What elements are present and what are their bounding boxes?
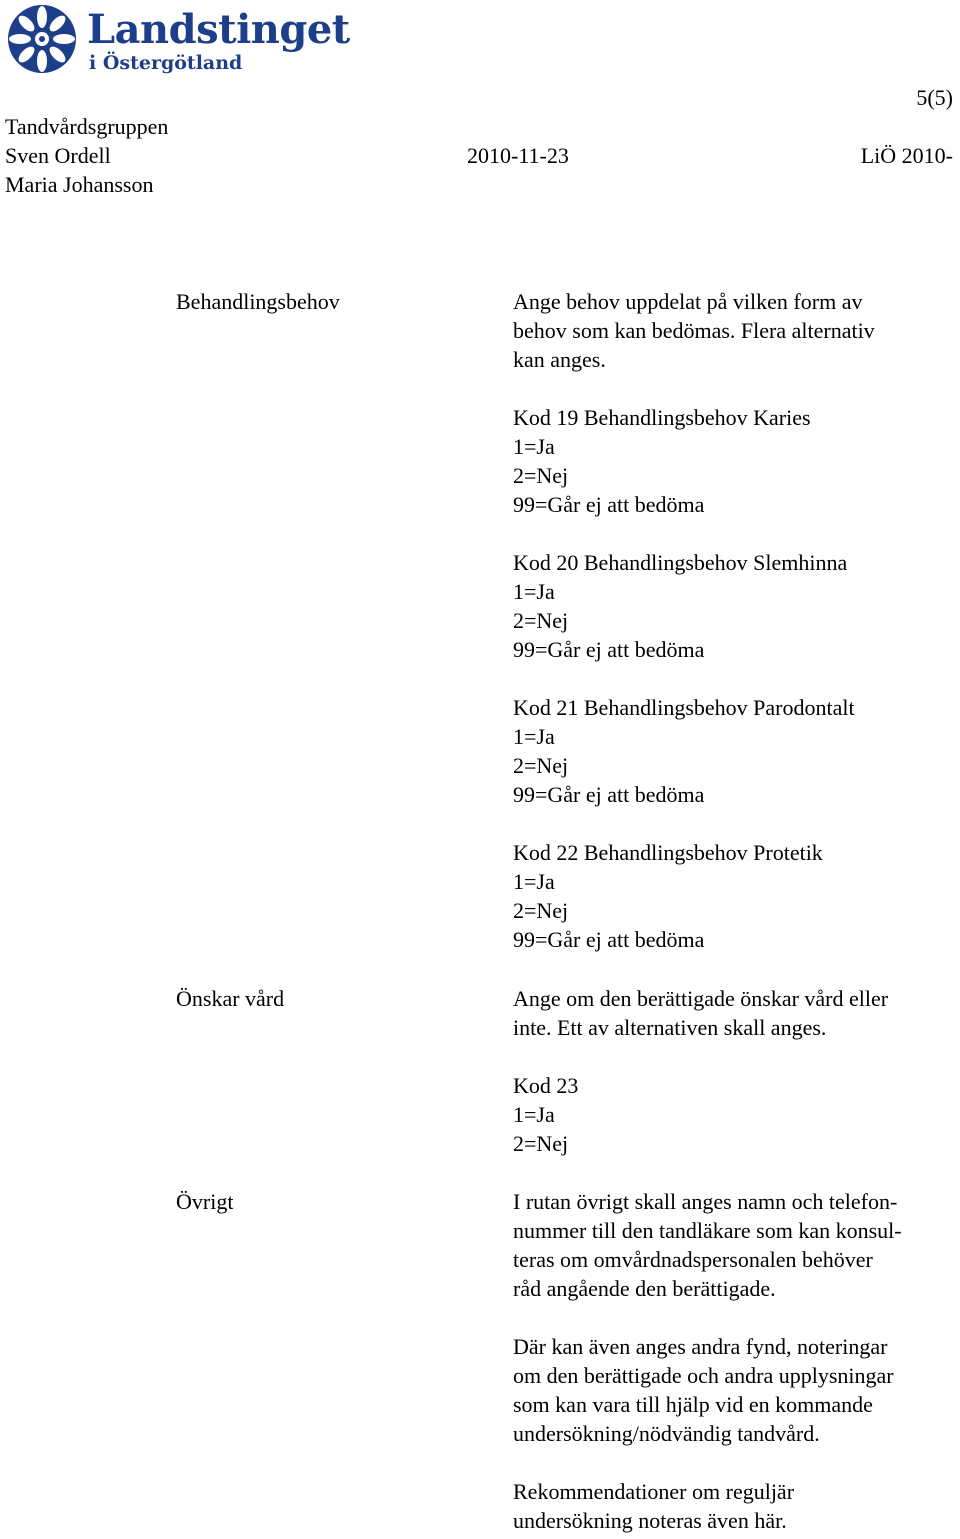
paragraph-line: Rekommendationer om reguljär <box>513 1479 795 1504</box>
code-option: 99=Går ej att bedöma <box>513 492 705 517</box>
code-option: 1=Ja <box>513 579 555 604</box>
paragraph-line: teras om omvårdnadspersonalen behöver <box>513 1247 873 1272</box>
paragraph-line: undersökning noteras även här. <box>513 1508 787 1533</box>
code-option: 1=Ja <box>513 434 555 459</box>
section-ovrigt <box>513 1187 953 1535</box>
intro-line: kan anges. <box>513 347 606 372</box>
section-behandlingsbehov <box>513 287 953 954</box>
code-title: Kod 20 Behandlingsbehov Slemhinna <box>513 550 848 575</box>
section-label-onskar-vard: Önskar vård <box>176 986 285 1011</box>
landstinget-logo <box>5 2 350 82</box>
code-option: 2=Nej <box>513 753 569 778</box>
intro-line: inte. Ett av alternativen skall anges. <box>513 1015 827 1040</box>
paragraph-line: råd angående den berättigade. <box>513 1276 776 1301</box>
code-option: 2=Nej <box>513 608 569 633</box>
paragraph-line: om den berättigade och andra upplysningar <box>513 1363 894 1388</box>
intro-line: behov som kan bedömas. Flera alternativ <box>513 318 875 343</box>
paragraph-line: I rutan övrigt skall anges namn och telefon- <box>513 1189 898 1214</box>
document-date: 2010-11-23 <box>467 143 569 168</box>
paragraph-line: som kan vara till hjälp vid en kommande <box>513 1392 873 1417</box>
code-option: 2=Nej <box>513 463 569 488</box>
code-option: 99=Går ej att bedöma <box>513 637 705 662</box>
flower-emblem-icon <box>5 2 79 76</box>
code-option: 1=Ja <box>513 724 555 749</box>
code-option: 2=Nej <box>513 1131 569 1156</box>
author-name-2: Maria Johansson <box>5 172 154 197</box>
code-option: 1=Ja <box>513 869 555 894</box>
code-title: Kod 21 Behandlingsbehov Parodontalt <box>513 695 855 720</box>
logo-name: Landstinget <box>87 6 350 53</box>
paragraph-line: Där kan även anges andra fynd, noteringar <box>513 1334 888 1359</box>
page-number: 5(5) <box>916 85 953 110</box>
section-label-ovrigt: Övrigt <box>176 1189 234 1214</box>
logo-region: i Östergötland <box>89 52 243 74</box>
paragraph-line: nummer till den tandläkare som kan konsul- <box>513 1218 902 1243</box>
paragraph-line: undersökning/nödvändig tandvård. <box>513 1421 820 1446</box>
intro-line: Ange behov uppdelat på vilken form av <box>513 289 863 314</box>
code-option: 1=Ja <box>513 1102 555 1127</box>
author-name: Sven Ordell <box>5 143 111 168</box>
section-onskar-vard <box>513 984 953 1158</box>
code-option: 99=Går ej att bedöma <box>513 927 705 952</box>
code-option: 2=Nej <box>513 898 569 923</box>
intro-line: Ange om den berättigade önskar vård eller <box>513 986 889 1011</box>
section-label-behandlingsbehov: Behandlingsbehov <box>176 289 340 314</box>
code-title: Kod 19 Behandlingsbehov Karies <box>513 405 811 430</box>
document-reference: LiÖ 2010- <box>860 143 953 168</box>
code-title: Kod 22 Behandlingsbehov Protetik <box>513 840 823 865</box>
code-option: 99=Går ej att bedöma <box>513 782 705 807</box>
department-name: Tandvårdsgruppen <box>5 114 169 139</box>
code-title: Kod 23 <box>513 1073 579 1098</box>
